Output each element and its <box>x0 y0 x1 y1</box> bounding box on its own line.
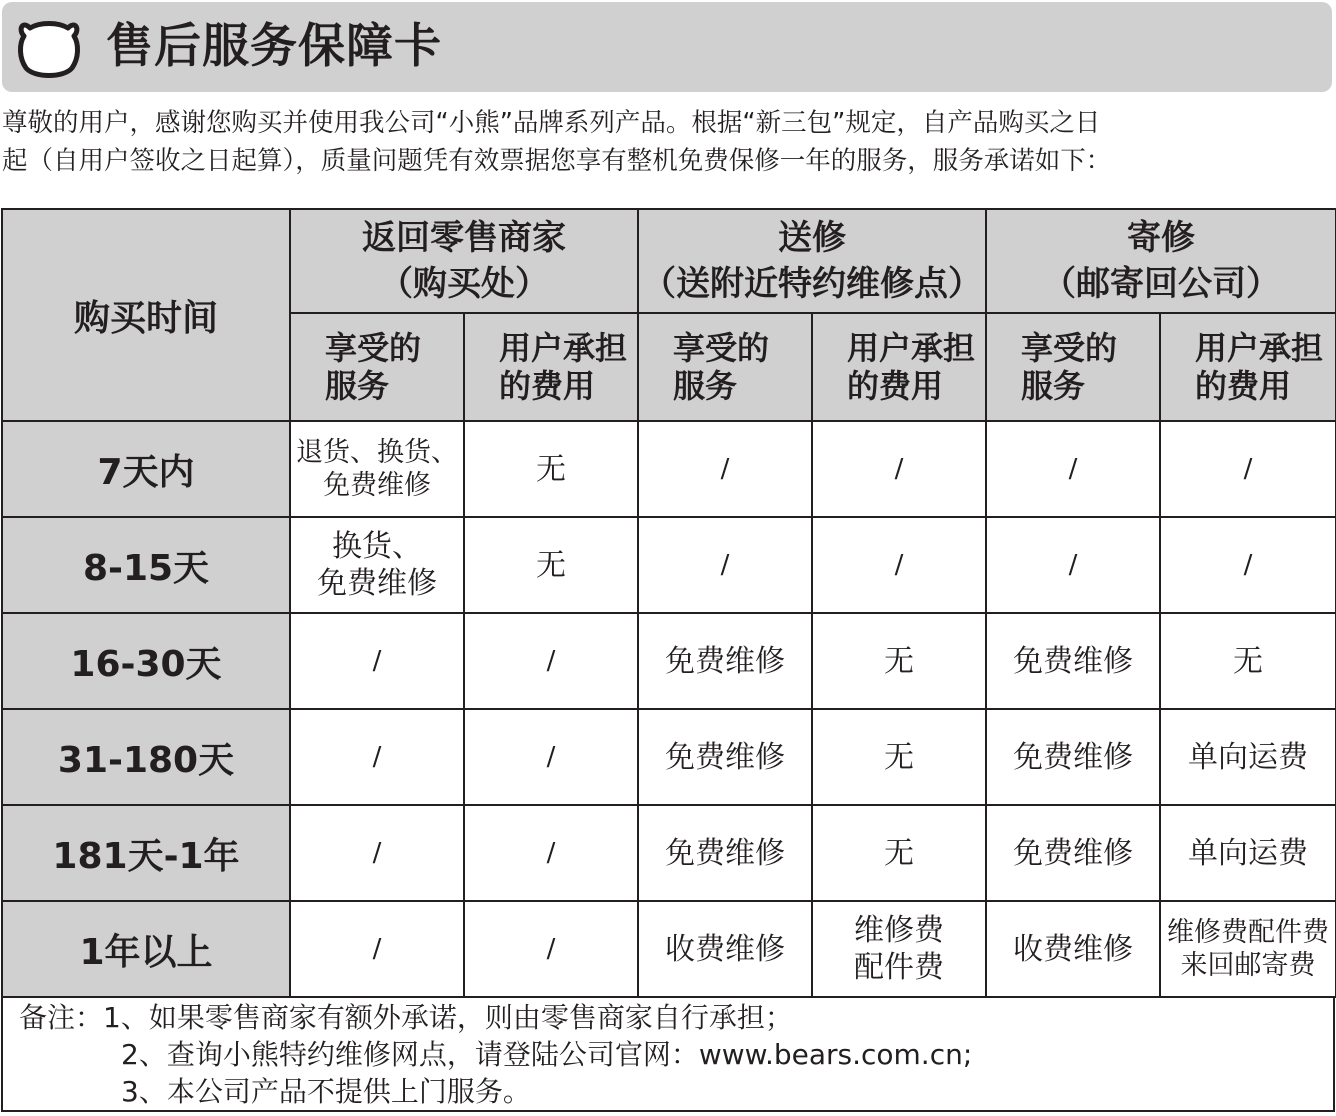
table-cell <box>812 901 986 997</box>
cell-text: / <box>1068 453 1078 484</box>
table-row <box>2 421 1336 517</box>
row-period-label: 16-30天 <box>2 613 290 709</box>
table-cell <box>464 805 638 901</box>
table-cell <box>638 517 812 613</box>
table-cell <box>986 901 1160 997</box>
subheader-service: 享受的 服务 <box>986 313 1160 421</box>
cell-text: / <box>720 549 730 580</box>
cell-text: 单向运费 <box>1188 739 1308 775</box>
cell-text: 免费维修 <box>665 835 785 871</box>
cell-text: 退货、换货、 <box>296 437 458 468</box>
cell-text: 免费维修 <box>665 739 785 775</box>
intro-line: 尊敬的用户，感谢您购买并使用我公司“小熊”品牌系列产品。根据“新三包”规定，自产品购买之日 <box>2 108 1101 138</box>
table-cell <box>464 517 638 613</box>
table-cell <box>290 805 464 901</box>
table-cell <box>638 421 812 517</box>
table-cell <box>812 709 986 805</box>
intro-paragraph <box>2 104 1336 180</box>
table-cell <box>290 709 464 805</box>
cell-text: / <box>1068 549 1078 580</box>
cell-text: 无 <box>536 547 566 583</box>
title-banner <box>2 2 1332 92</box>
table-cell <box>986 613 1160 709</box>
cell-text: 免费维修 <box>323 470 431 501</box>
table-cell <box>986 805 1160 901</box>
cell-text: 免费维修 <box>317 566 437 601</box>
cell-text: / <box>372 741 382 772</box>
row-period-label: 31-180天 <box>2 709 290 805</box>
cell-text: 维修费 <box>854 913 944 948</box>
table-cell <box>464 709 638 805</box>
group-header-repair-point <box>638 209 986 313</box>
cell-text: 收费维修 <box>1013 931 1133 967</box>
table-cell <box>812 613 986 709</box>
cell-text: 维修费配件费 <box>1167 917 1329 948</box>
table-cell <box>290 613 464 709</box>
table-cell <box>986 517 1160 613</box>
page-title: 售后服务保障卡 <box>106 19 442 74</box>
warranty-table <box>1 208 1336 998</box>
cell-text: 无 <box>536 451 566 487</box>
table-cell <box>1160 901 1336 997</box>
table-cell <box>464 613 638 709</box>
row-period-label: 1年以上 <box>2 901 290 997</box>
group-header-mail-in <box>986 209 1336 313</box>
cell-text: / <box>720 453 730 484</box>
table-cell <box>812 517 986 613</box>
cell-text: / <box>372 933 382 964</box>
table-cell <box>986 421 1160 517</box>
table-cell <box>638 805 812 901</box>
table-cell <box>986 709 1160 805</box>
cell-text: 无 <box>884 643 914 679</box>
intro-line: 起（自用户签收之日起算），质量问题凭有效票据您享有整机免费保修一年的服务，服务承诺如下： <box>2 146 1112 176</box>
cell-text: 配件费 <box>854 950 944 985</box>
note-line: 备注：1、如果零售商家有额外承诺，则由零售商家自行承担； <box>19 1001 793 1034</box>
bear-head-icon <box>16 14 82 82</box>
table-cell <box>638 901 812 997</box>
cell-text: 无 <box>884 835 914 871</box>
table-row <box>2 613 1336 709</box>
group-title: 寄修 <box>1127 218 1195 258</box>
cell-text: 无 <box>884 739 914 775</box>
table-cell <box>290 517 464 613</box>
table-cell <box>1160 709 1336 805</box>
group-subtitle: （购买处） <box>379 264 549 304</box>
table-row <box>2 709 1336 805</box>
table-cell <box>1160 805 1336 901</box>
row-period-label: 7天内 <box>2 421 290 517</box>
cell-text: / <box>546 933 556 964</box>
cell-text: / <box>894 453 904 484</box>
table-cell <box>290 421 464 517</box>
notes <box>1 997 1335 1112</box>
cell-text: 免费维修 <box>1013 835 1133 871</box>
cell-text: 换货、 <box>332 529 422 564</box>
table-cell <box>1160 517 1336 613</box>
subheader-service: 享受的 服务 <box>638 313 812 421</box>
cell-text: / <box>372 837 382 868</box>
table-cell <box>1160 613 1336 709</box>
cell-text: / <box>1243 453 1253 484</box>
table-cell <box>812 805 986 901</box>
cell-text: / <box>546 645 556 676</box>
group-subtitle: （送附近特约维修点） <box>642 264 982 304</box>
subheader-cost: 用户承担 的费用 <box>812 313 986 421</box>
table-cell <box>1160 421 1336 517</box>
cell-text: 单向运费 <box>1188 835 1308 871</box>
subheader-cost: 用户承担 的费用 <box>1160 313 1336 421</box>
group-header-retailer <box>290 209 638 313</box>
cell-text: 免费维修 <box>1013 739 1133 775</box>
group-title: 送修 <box>778 218 846 258</box>
cell-text: 无 <box>1233 643 1263 679</box>
cell-text: / <box>1243 549 1253 580</box>
cell-text: / <box>372 645 382 676</box>
table-row <box>2 805 1336 901</box>
cell-text: / <box>894 549 904 580</box>
table-cell <box>464 901 638 997</box>
table-cell <box>812 421 986 517</box>
purchase-time-header: 购买时间 <box>2 209 290 421</box>
table-body <box>2 421 1336 997</box>
cell-text: 收费维修 <box>665 931 785 967</box>
table-row <box>2 517 1336 613</box>
table-cell <box>290 901 464 997</box>
note-line: 3、本公司产品不提供上门服务。 <box>121 1075 531 1108</box>
cell-text: / <box>546 741 556 772</box>
row-period-label: 8-15天 <box>2 517 290 613</box>
cell-text: 免费维修 <box>1013 643 1133 679</box>
subheader-cost: 用户承担 的费用 <box>464 313 638 421</box>
group-title: 返回零售商家 <box>362 218 566 258</box>
table-cell <box>464 421 638 517</box>
table-cell <box>638 613 812 709</box>
cell-text: / <box>546 837 556 868</box>
cell-text: 免费维修 <box>665 643 785 679</box>
subheader-service: 享受的 服务 <box>290 313 464 421</box>
group-subtitle: （邮寄回公司） <box>1042 264 1280 304</box>
table-cell <box>638 709 812 805</box>
row-period-label: 181天-1年 <box>2 805 290 901</box>
cell-text: 来回邮寄费 <box>1180 950 1316 981</box>
table-row <box>2 901 1336 997</box>
note-line: 2、查询小熊特约维修网点，请登陆公司官网：www.bears.com.cn; <box>121 1038 973 1071</box>
